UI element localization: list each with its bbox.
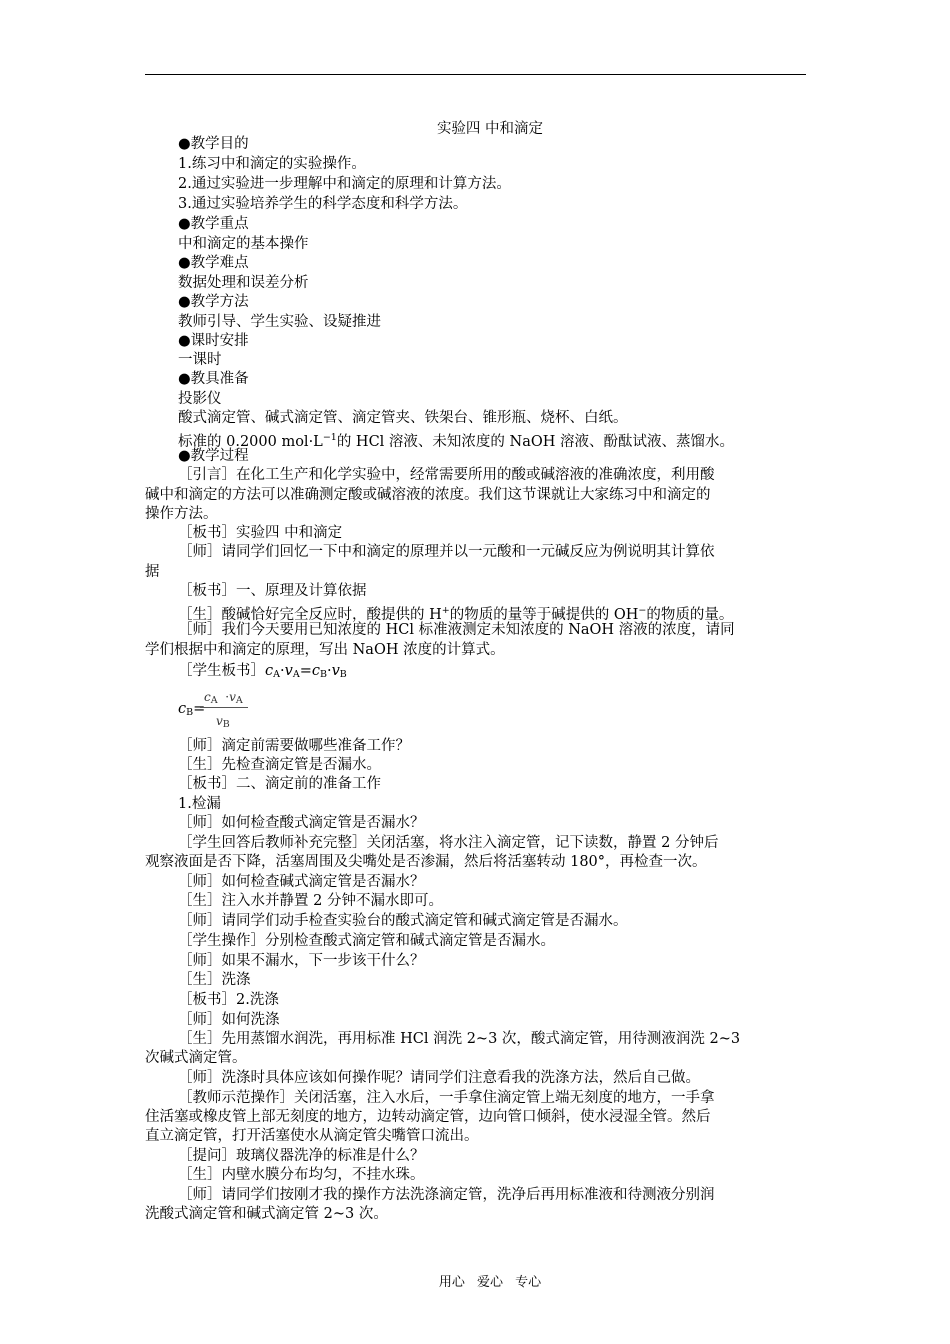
- formula-c: c: [178, 701, 187, 717]
- reagents-pre: 标准的 0.2000 mol·L: [178, 434, 323, 450]
- objective-item: 1.练习中和滴定的实验操作。: [178, 156, 366, 172]
- difficulties-text: 数据处理和误差分析: [178, 275, 309, 291]
- board-note: ［板书］2.洗涤: [178, 992, 279, 1008]
- board-note: ［板书］实验四 中和滴定: [178, 525, 343, 541]
- dialogue-line: ［师］如何检查酸式滴定管是否漏水？: [178, 815, 425, 831]
- board-note: ［板书］二、滴定前的准备工作: [178, 776, 381, 792]
- paragraph-intro: ［引言］在化工生产和化学实验中，经常需要所用的酸或碱溶液的准确浓度，利用酸: [178, 467, 715, 483]
- h-plus-sup: +: [441, 605, 450, 616]
- washing-answer: ［生］先用蒸馏水润洗，再用标准 HCl 润洗 2~3 次，酸式滴定管，用待测液润洗 2~3: [178, 1031, 741, 1047]
- reagents-post: 的 HCl 溶液、未知浓度的 NaOH 溶液、酚酞试液、蒸馏水。: [336, 434, 735, 450]
- teacher-instruction: ［师］我们今天要用已知浓度的 HCl 标准液测定未知浓度的 NaOH 溶液的浓度，请同: [178, 622, 735, 638]
- board-note: ［板书］一、原理及计算依据: [178, 583, 367, 599]
- heading-objectives: ●教学目的: [178, 136, 249, 152]
- dialogue-line: ［师］如果不漏水，下一步该干什么？: [178, 953, 425, 969]
- teacher-instruction: 洗酸式滴定管和碱式滴定管 2~3 次。: [145, 1206, 388, 1222]
- heading-equipment: ●教具准备: [178, 371, 249, 387]
- teacher-instruction: ［师］洗涤时具体应该如何操作呢？请同学们注意看我的洗涤方法，然后自己做。: [178, 1070, 700, 1086]
- formula-dot: ·: [225, 690, 230, 704]
- formula-eq: =: [299, 663, 312, 679]
- formula-label: ［学生板书］: [178, 663, 265, 679]
- teacher-question: 据: [145, 564, 160, 580]
- heading-schedule: ●课时安排: [178, 333, 249, 349]
- dialogue-line: ［师］如何检查碱式滴定管是否漏水？: [178, 874, 425, 890]
- formula-v: v: [331, 663, 340, 679]
- student-answer-part: 的物质的量等于碱提供的 OH: [449, 607, 639, 623]
- heading-methods: ●教学方法: [178, 294, 249, 310]
- dialogue-line: ［师］请同学们动手检查实验台的酸式滴定管和碱式滴定管是否漏水。: [178, 913, 628, 929]
- header-rule: [145, 74, 806, 75]
- formula-sub: B: [319, 669, 327, 680]
- page-footer: 用心 爱心 专心: [438, 1275, 542, 1290]
- formula-dot: ·: [326, 663, 332, 679]
- fraction-bar: [200, 707, 248, 708]
- paragraph-intro: 操作方法。: [145, 506, 218, 522]
- dialogue-line: ［生］洗涤: [178, 972, 251, 988]
- equipment-item: 酸式滴定管、碱式滴定管、滴定管夹、铁架台、锥形瓶、烧杯、白纸。: [178, 410, 628, 426]
- paragraph-intro: 碱中和滴定的方法可以准确测定酸或碱溶液的浓度。我们这节课就让大家练习中和滴定的: [145, 487, 711, 503]
- teacher-question: ［师］请同学们回忆一下中和滴定的原理并以一元酸和一元碱反应为例说明其计算依: [178, 544, 715, 560]
- formula-sub: A: [292, 669, 300, 680]
- formula-sub: B: [339, 669, 347, 680]
- heading-process: ●教学过程: [178, 448, 249, 464]
- document-title: 实验四 中和滴定: [436, 121, 544, 137]
- dialogue-line: ［学生操作］分别检查酸式滴定管和碱式滴定管是否漏水。: [178, 933, 555, 949]
- formula-c: c: [265, 663, 274, 679]
- formula-c: c: [311, 663, 320, 679]
- formula-sub: A: [273, 669, 280, 680]
- student-answer-part: 的物质的量。: [646, 607, 734, 623]
- dialogue-line: ［师］如何洗涤: [178, 1012, 280, 1028]
- dialogue-line: ［生］注入水并静置 2 分钟不漏水即可。: [178, 893, 443, 909]
- schedule-text: 一课时: [178, 352, 222, 368]
- reagents-sup: −1: [322, 432, 337, 443]
- fraction-lhs: [178, 700, 205, 722]
- question-line: ［提问］玻璃仪器洗净的标准是什么？: [178, 1148, 425, 1164]
- student-answer-part: ［生］酸碱恰好完全反应时，酸提供的 H: [178, 607, 442, 623]
- objective-item: 2.通过实验进一步理解中和滴定的原理和计算方法。: [178, 176, 511, 192]
- formula-v: v: [216, 714, 223, 728]
- formula-v: v: [229, 690, 236, 704]
- formula-line: [178, 662, 347, 684]
- formula-v: v: [284, 663, 293, 679]
- formula-c: c: [204, 690, 211, 704]
- teacher-instruction: ［师］请同学们按刚才我的操作方法洗涤滴定管，洗净后再用标准液和待测液分别润: [178, 1187, 715, 1203]
- formula-dot: ·: [280, 663, 285, 679]
- student-answer: ［生］内壁水膜分布均匀，不挂水珠。: [178, 1167, 425, 1183]
- demo-paragraph: 直立滴定管，打开活塞使水从滴定管尖嘴管口流出。: [145, 1128, 479, 1144]
- equipment-item: 投影仪: [178, 391, 222, 407]
- demo-paragraph: 住活塞或橡皮管上部无刻度的地方，边转动滴定管，边向管口倾斜，使水浸湿全管。然后: [145, 1109, 711, 1125]
- leak-check-answer: ［学生回答后教师补充完整］关闭活塞，将水注入滴定管，记下读数，静置 2 分钟后: [178, 835, 719, 851]
- oh-minus-sup: −: [638, 605, 647, 616]
- heading-key-points: ●教学重点: [178, 216, 249, 232]
- dialogue-line: ［生］先检查滴定管是否漏水。: [178, 757, 381, 773]
- reagents-line: [178, 428, 734, 452]
- leak-check-answer: 观察液面是否下降，活塞周围及尖嘴处是否渗漏，然后将活塞转动 180°，再检查一次。: [145, 854, 707, 870]
- fraction-denominator: [216, 714, 230, 730]
- formula-sub: A: [235, 695, 243, 706]
- formula-sub: B: [186, 707, 194, 718]
- methods-text: 教师引导、学生实验、设疑推进: [178, 314, 381, 330]
- formula-eq: =: [193, 701, 206, 717]
- washing-answer: 次碱式滴定管。: [145, 1050, 247, 1066]
- step-heading: 1.检漏: [178, 796, 221, 812]
- heading-difficulties: ●教学难点: [178, 255, 249, 271]
- objective-item: 3.通过实验培养学生的科学态度和科学方法。: [178, 196, 468, 212]
- fraction-numerator: [204, 690, 243, 706]
- formula-sub: B: [222, 719, 230, 730]
- dialogue-line: ［师］滴定前需要做哪些准备工作？: [178, 738, 410, 754]
- formula-sub: A: [210, 695, 218, 706]
- demo-paragraph: ［教师示范操作］关闭活塞，注入水后，一手拿住滴定管上端无刻度的地方，一手拿: [178, 1090, 715, 1106]
- teacher-instruction: 学们根据中和滴定的原理，写出 NaOH 浓度的计算式。: [145, 642, 505, 658]
- key-points-text: 中和滴定的基本操作: [178, 236, 309, 252]
